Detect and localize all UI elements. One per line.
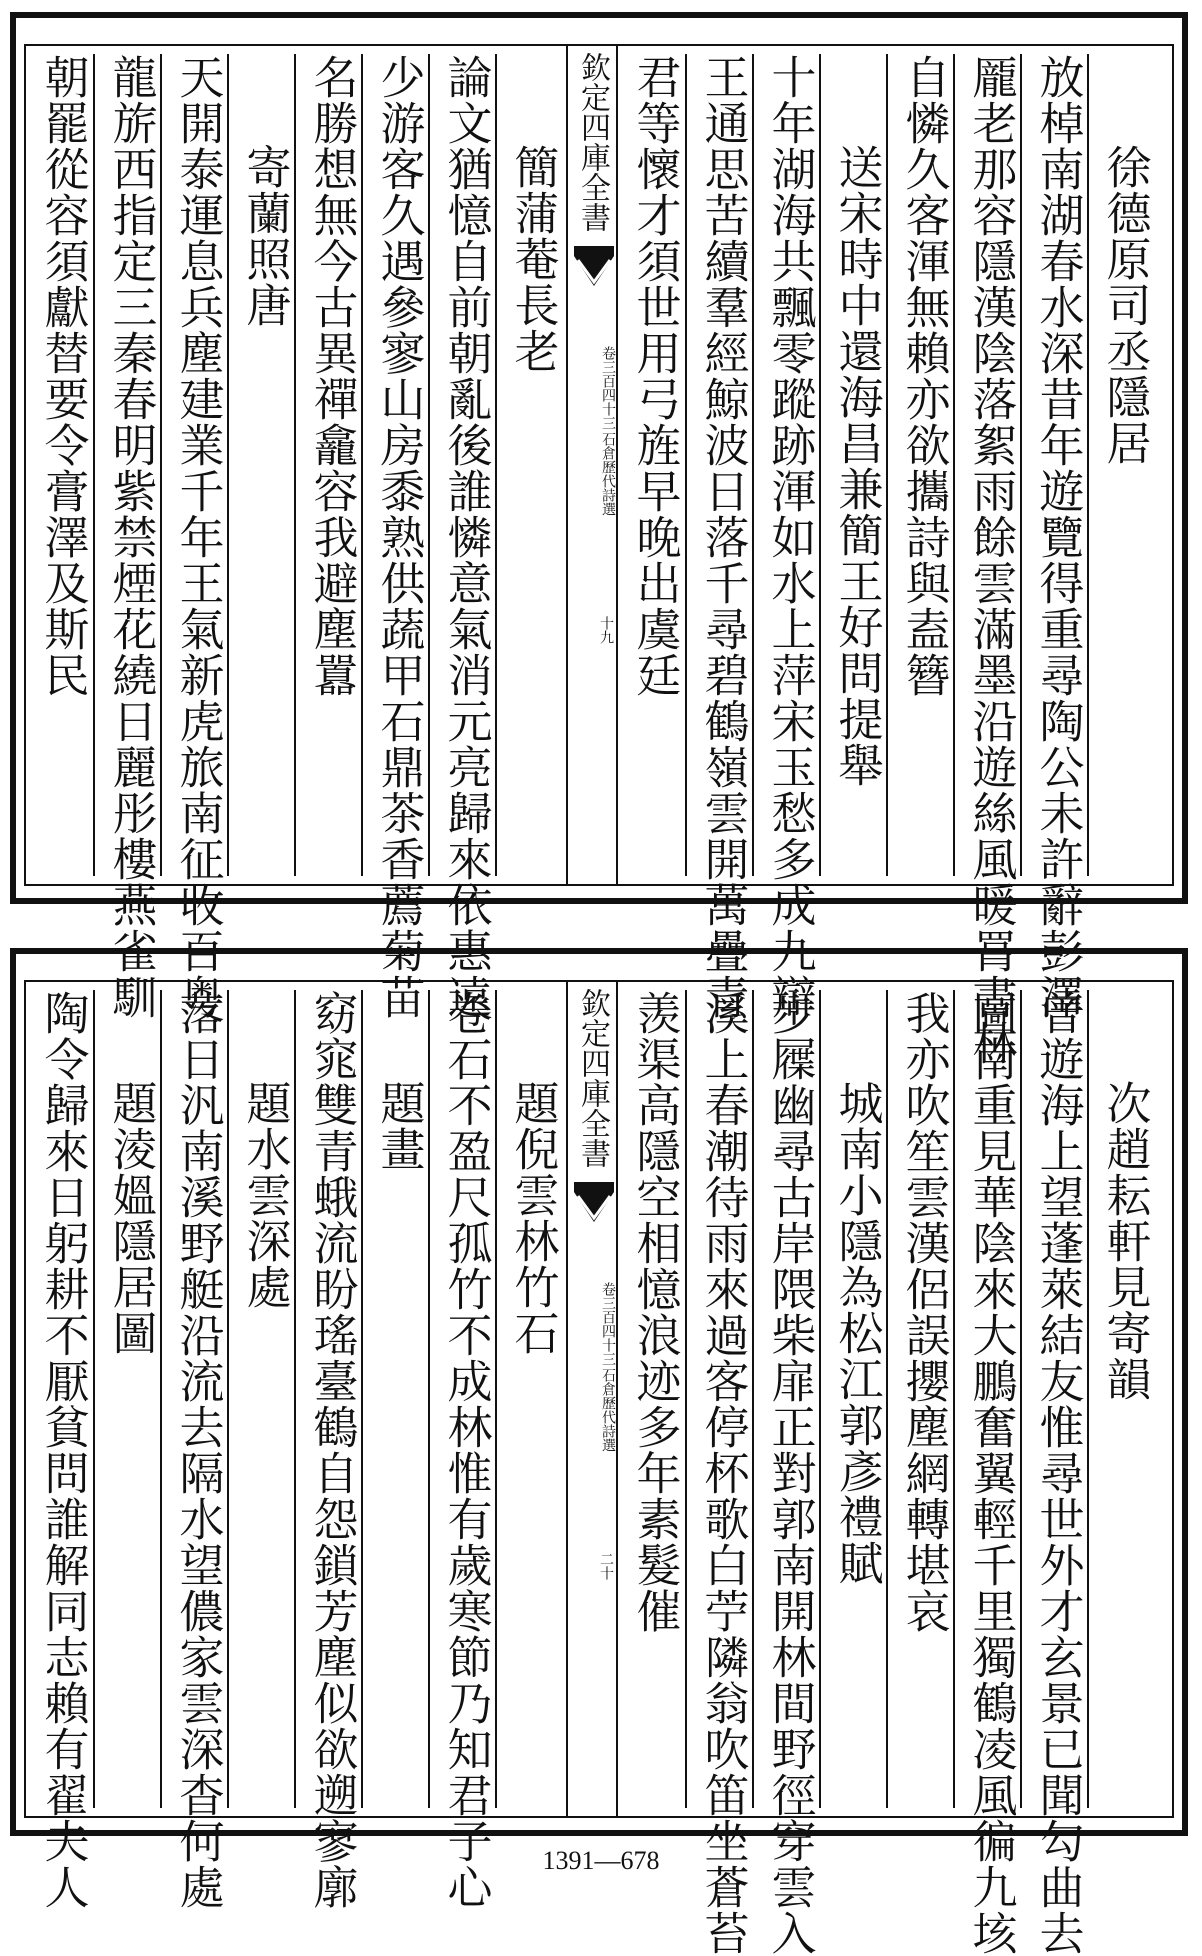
column: [752, 54, 826, 1020]
column: [361, 54, 435, 1020]
column: [227, 54, 301, 876]
column: [428, 990, 502, 1910]
poem-line: 落日汎南溪野艇沿流去隔水望儂家雲深杳何處: [171, 990, 225, 1910]
library-title: 欽定四庫全書: [575, 52, 610, 232]
poem-title: 題水雲深處: [238, 1080, 292, 1310]
poem-line: 天開泰運息兵塵建業千年王氣新虎旅南征收百粤: [171, 54, 225, 1020]
column: [1020, 54, 1094, 1020]
poem-title: 城南小隱為松江郭彥禮賦: [830, 1080, 884, 1586]
poem-line: 名勝想無今古異禪龕容我避塵囂: [305, 54, 359, 698]
bottom-right-block: [618, 982, 1168, 1956]
fish-tail-mark: [574, 246, 614, 294]
column: [819, 990, 893, 1808]
poem-line: 羡渠高隱空相憶浪迹多年素髮催: [628, 990, 682, 1634]
poem-line: 少游客久遇參寥山房黍熟供蔬甲石鼎茶香薦菊苗: [372, 54, 426, 1020]
column: [93, 54, 167, 1020]
poem-line: 窈窕雙青蛾流盼瑤臺鶴自怨鎖芳塵似欲遡寥廓: [305, 990, 359, 1910]
poem-line: 自憐久客渾無賴亦欲攜詩與盍簪: [897, 54, 951, 698]
poem-line: 溪上春潮待雨來過客停杯歌白苧隣翁吹笛坐蒼苔: [696, 990, 750, 1956]
top-page: [10, 12, 1188, 1066]
poem-line: 我亦吹笙雲漢侶誤攖塵網轉堪哀: [897, 990, 951, 1634]
volume-label: 卷三百四十三: [600, 346, 616, 430]
library-title: 欽定四庫全書: [575, 988, 610, 1168]
column: [618, 54, 692, 876]
column: [819, 54, 893, 876]
book-title: 石倉歷代詩選: [600, 432, 616, 516]
column: [752, 990, 826, 1956]
page-number: 十九: [598, 616, 614, 644]
column: [361, 990, 435, 1808]
poem-title: 送宋時中還海昌兼簡王好問提舉: [830, 144, 884, 788]
top-page-frame: [24, 44, 1174, 1066]
fish-tail-mark: [574, 1182, 614, 1230]
column: [428, 54, 502, 1020]
column: [953, 990, 1027, 1956]
poem-line: 卷石不盈尺孤竹不成林惟有歲寒節乃知君子心: [439, 990, 493, 1910]
poem-title: 簡蒲菴長老: [506, 144, 560, 374]
column: [294, 990, 368, 1910]
column: [93, 990, 167, 1808]
column: [495, 54, 569, 876]
column: [227, 990, 301, 1808]
column: [886, 990, 960, 1808]
poem-line: 十年湖海共飄零蹤跡渾如水上萍宋玉愁多成九辯: [763, 54, 817, 1020]
column: [294, 54, 368, 876]
column: [495, 990, 569, 1808]
poem-line: 陶令歸來日躬耕不厭貧問誰解同志賴有翟夫人: [36, 990, 90, 1910]
poem-line: 曾遊海上望蓬萊結友惟尋世外才玄景已聞勾曲去: [1031, 990, 1085, 1956]
top-left-block: [26, 46, 566, 1020]
bottom-left-block: [26, 982, 566, 1910]
column: [160, 990, 234, 1910]
book-title-block: [568, 1282, 616, 1452]
column: [618, 990, 692, 1808]
column: [886, 54, 960, 876]
poem-title: 題畫: [372, 1080, 426, 1172]
footer-page-number: 1391—678: [542, 1846, 660, 1875]
poem-line: 放棹南湖春水深昔年遊覽得重尋陶公未許辭彭澤: [1031, 54, 1085, 1020]
column: [953, 54, 1027, 1066]
center-fold: [566, 982, 618, 1816]
page-number: 二十: [598, 1552, 614, 1580]
poem-title: 次趙耘軒見寄韻: [1098, 1080, 1152, 1402]
poem-title: 題倪雲林竹石: [506, 1080, 560, 1356]
column: [1020, 990, 1094, 1956]
column: [26, 54, 100, 876]
poem-line: 君等懷才須世用弓旌早晚出虞廷: [628, 54, 682, 698]
book-title-block: [568, 346, 616, 516]
center-fold: [566, 46, 618, 884]
column: [1087, 54, 1161, 876]
poem-line: 論文猶憶自前朝亂後誰憐意氣消元亮歸來依惠遠: [439, 54, 493, 1020]
poem-line: 圖南重見華陰來大鵬奮翼輕千里獨鶴凌風徧九垓: [964, 990, 1018, 1956]
volume-label: 卷三百四十三: [600, 1282, 616, 1366]
poem-title: 題淩媼隱居圖: [104, 1080, 158, 1356]
column: [1087, 990, 1161, 1808]
column: [685, 54, 759, 1020]
top-right-block: [618, 46, 1168, 1066]
poem-title: 徐德原司丞隱居: [1098, 144, 1152, 466]
column: [26, 990, 100, 1910]
poem-title: 寄蘭照唐: [238, 144, 292, 328]
poem-line: 龍旂西指定三秦春明紫禁煙花繞日麗彤樓燕雀馴: [104, 54, 158, 1020]
poem-line: 朝罷從容須獻替要令膏澤及斯民: [36, 54, 90, 698]
poem-line: 王通思苦續羣經鯨波日落千尋碧鶴嶺雲開萬疊青: [696, 54, 750, 1020]
poem-line: 步屧幽尋古岸隈柴扉正對郭南開林間野徑穿雲入: [763, 990, 817, 1956]
book-title: 石倉歷代詩選: [600, 1368, 616, 1452]
column: [160, 54, 234, 1020]
poem-line: 龎老那容隱漢陰落絮雨餘雲滿墨沿遊絲風暖罥書林: [964, 54, 1018, 1066]
column: [685, 990, 759, 1956]
